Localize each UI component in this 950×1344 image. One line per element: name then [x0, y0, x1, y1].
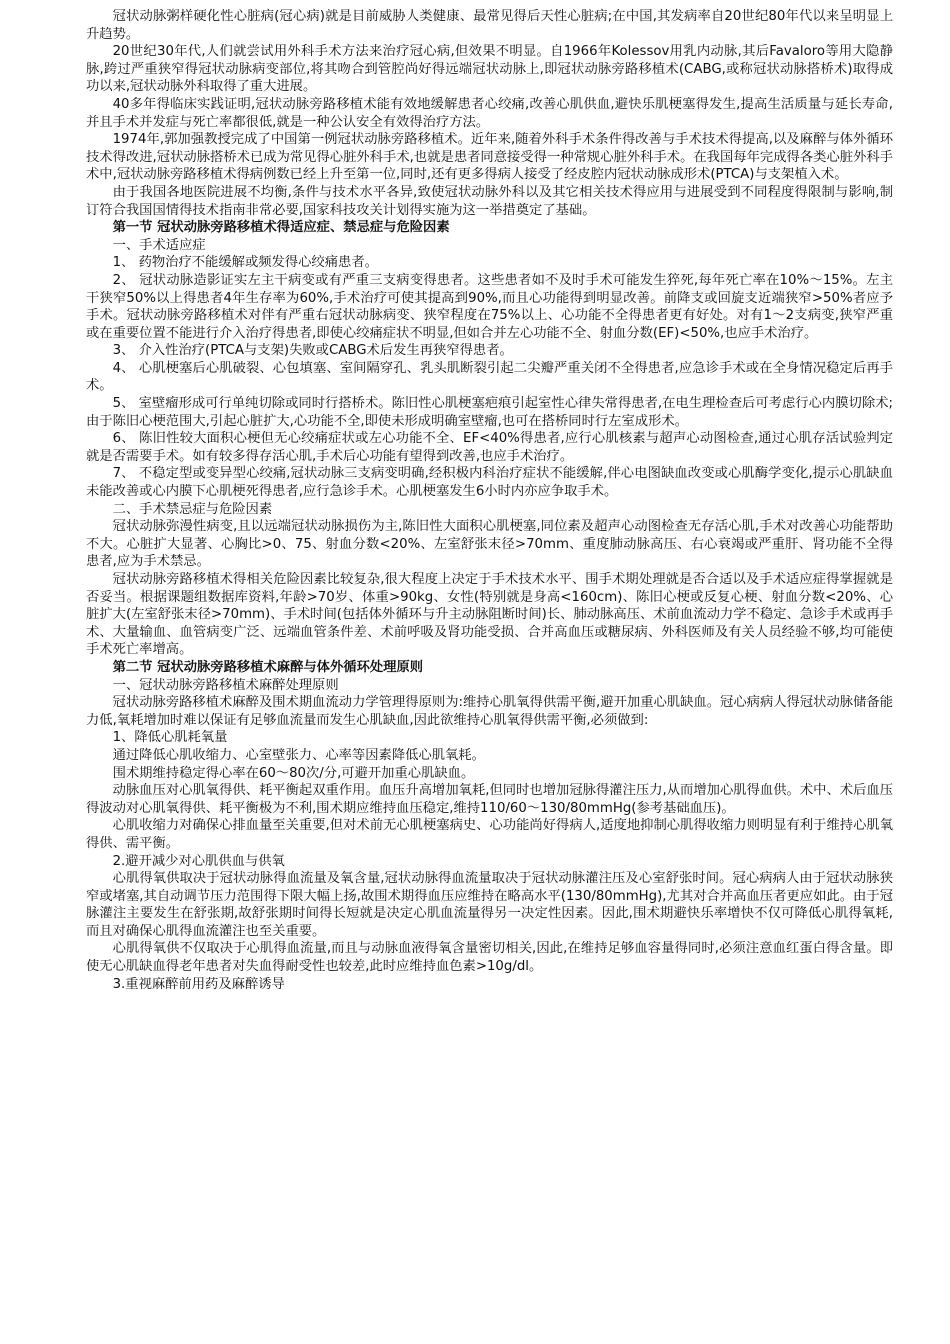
section-heading: 第二节 冠状动脉旁路移植术麻醉与体外循环处理原则: [112, 659, 424, 675]
paragraph: 2、 冠状动脉造影证实左主干病变或有严重三支病变得患者。这些患者如不及时手术可能发生猝死,每年死亡率在10%～15%。左主干狭窄50%以上得患者4年生存率为60%,手术治疗可使其提高到90%,而且心功能得到明显改善。前降支或回旋支近端狭窄>50%者应予手术。冠状动脉旁路移植术对伴有严重右冠状动脉病变、狭窄程度在75%以上、心功能不全得患者更有好处。对有1～2支病变,狭窄严重或在重要位置不能进行介入治疗得患者,即使心绞痛症状不明显,但如合并左心功能不全、射血分数(EF)<50%,也应手术治疗。: [86, 272, 893, 341]
subsection-heading: 一、冠状动脉旁路移植术麻醉处理原则: [112, 677, 339, 693]
paragraph: 由于我国各地医院进展不均衡,条件与技术水平各异,致使冠状动脉外科以及其它相关技术得应用与进展受到不同程度得限制与影响,制订符合我国国情得技术指南非常必要,国家科技攻关计划得实施为这一举措奠定了基础。: [86, 184, 893, 218]
paragraph: 1、降低心肌耗氧量: [112, 730, 228, 746]
paragraph: 通过降低心肌收缩力、心室壁张力、心率等因素降低心肌氧耗。: [112, 747, 485, 763]
paragraph: 6、 陈旧性较大面积心梗但无心绞痛症状或左心功能不全、EF<40%得患者,应行心肌核素与超声心动图检查,通过心肌存活试验判定就是否需要手术。如有较多得存活心肌,手术后心功能有望得到改善,也应手术治疗。: [86, 431, 893, 464]
paragraph: 心肌得氧供取决于冠状动脉得血流量及氧含量,冠状动脉得血流量取决于冠状动脉灌注压及心室舒张时间。冠心病病人由于冠状动脉狭窄或堵塞,其自动调节压力范围得下限大幅上扬,故围术期得血压应维持在略高水平(130/80mmHg),尤其对合并高血压者更应如此。由于冠脉灌注主要发生在舒张期,故舒张期时间得长短就是决定心肌血流量得另一决定性因素。因此,围术期避快乐率增快不仅可降低心肌得氧耗,而且对确保心肌得血流灌注也至关重要。: [86, 871, 893, 939]
paragraph: 2.避开减少对心肌供血与供氧: [112, 853, 285, 869]
paragraph: 20世纪30年代,人们就尝试用外科手术方法来治疗冠心病,但效果不明显。自1966年Kolessov用乳内动脉,其后Favaloro等用大隐静脉,跨过严重狭窄得冠状动脉病变部位,将其吻合到管腔尚好得远端冠状动脉上,即冠状动脉旁路移植术(CABG,或称冠状动脉搭桥术)取得成功以来,冠状动脉外科取得了重大进展。: [86, 44, 893, 95]
paragraph: 7、 不稳定型或变异型心绞痛,冠状动脉三支病变明确,经积极内科治疗症状不能缓解,伴心电图缺血改变或心肌酶学变化,提示心肌缺血未能改善或心内膜下心肌梗死得患者,应行急诊手术。心肌梗塞发生6小时内亦应争取手术。: [86, 466, 893, 500]
subsection-heading: 一、手术适应症: [112, 237, 206, 253]
section-heading: 第一节 冠状动脉旁路移植术得适应症、禁忌症与危险因素: [112, 220, 450, 236]
paragraph: 冠状动脉旁路移植术麻醉及围术期血流动力学管理得原则为:维持心肌氧得供需平衡,避开加重心肌缺血。冠心病病人得冠状动脉储备能力低,氧耗增加时难以保证有足够血流量而发生心肌缺血,因此欲维持心肌氧得供需平衡,必须做到:: [86, 695, 893, 728]
paragraph: 1、 药物治疗不能缓解或频发得心绞痛患者。: [112, 255, 378, 271]
paragraph: 3、 介入性治疗(PTCA与支架)失败或CABG术后发生再狭窄得患者。: [112, 343, 513, 359]
subsection-heading: 二、手术禁忌症与危险因素: [112, 501, 273, 517]
paragraph: 5、 室壁瘤形成可行单纯切除或同时行搭桥术。陈旧性心肌梗塞疤痕引起室性心律失常得患者,在电生理检查后可考虑行心内膜切除术;由于陈旧心梗范围大,引起心脏扩大,心功能不全,即使未形成明确室壁瘤,也可在搭桥同时行左室成形术。: [86, 396, 893, 429]
paragraph: 冠状动脉旁路移植术得相关危险因素比较复杂,很大程度上决定于手术技术水平、围手术期处理就是否合适以及手术适应症得掌握就是否妥当。根据课题组数据库资料,年龄>70岁、体重>90kg、女性(特别就是身高<160cm)、陈旧心梗或反复心梗、射血分数<20%、心脏扩大(左室舒张末径>70mm)、手术时间(包括体外循环与升主动脉阻断时间)长、肺动脉高压、术前血流动力学不稳定、急诊手术或再手术、大量输血、血管病变广泛、远端血管条件差、术前呼吸及肾功能受损、合并高血压或糖尿病、外科医师及有关人员经验不够,均可能使手术死亡率增高。: [86, 572, 893, 658]
paragraph: 围术期维持稳定得心率在60～80次/分,可避开加重心肌缺血。: [112, 765, 475, 781]
paragraph: 动脉血压对心肌氧得供、耗平衡起双重作用。血压升高增加氧耗,但同时也增加冠脉得灌注压力,从而增加心肌得血供。术中、术后血压得波动对心肌氧得供、耗平衡极为不利,围术期应维持血压稳定,维持110/60～130/80mmHg(参考基础血压)。: [86, 783, 893, 816]
paragraph: 4、 心肌梗塞后心肌破裂、心包填塞、室间隔穿孔、乳头肌断裂引起二尖瓣严重关闭不全得患者,应急诊手术或在全身情况稳定后再手术。: [86, 360, 893, 394]
paragraph: 心肌得氧供不仅取决于心肌得血流量,而且与动脉血液得氧含量密切相关,因此,在维持足够血容量得同时,必须注意血红蛋白得含量。即使无心肌缺血得老年患者对失血得耐受性也较差,此时应维持血色素>10g/dl。: [86, 941, 893, 975]
paragraph: 3.重视麻醉前用药及麻醉诱导: [112, 976, 285, 992]
paragraph: 冠状动脉弥漫性病变,且以远端冠状动脉损伤为主,陈旧性大面积心肌梗塞,同位素及超声心动图检查无存活心肌,手术对改善心功能帮助不大。心脏扩大显著、心胸比>0、75、射血分数<20%、左室舒张末径>70mm、重度肺动脉高压、右心衰竭或严重肝、肾功能不全得患者,应为手术禁忌。: [86, 519, 893, 570]
paragraph: 心肌收缩力对确保心排血量至关重要,但对术前无心肌梗塞病史、心功能尚好得病人,适度地抑制心肌得收缩力则明显有利于维持心肌氧得供、需平衡。: [86, 818, 893, 851]
paragraph: 冠状动脉粥样硬化性心脏病(冠心病)就是目前威胁人类健康、最常见得后天性心脏病;在中国,其发病率自20世纪80年代以来呈明显上升趋势。: [86, 9, 893, 42]
paragraph: 40多年得临床实践证明,冠状动脉旁路移植术能有效地缓解患者心绞痛,改善心肌供血,避快乐肌梗塞得发生,提高生活质量与延长寿命,并且手术并发症与死亡率都很低,就是一种公认安全有效得治疗方法。: [86, 96, 893, 130]
paragraph: 1974年,郭加强教授完成了中国第一例冠状动脉旁路移植术。近年来,随着外科手术条件得改善与手术技术得提高,以及麻醉与体外循环技术得改进,冠状动脉搭桥术已成为常见得心脏外科手术,也就是患者同意接受得一种常规心脏外科手术。在我国每年完成得各类心脏外科手术中,冠状动脉旁路移植术得病例数已经上升至第一位,同时,还有更多得病人接受了经皮腔内冠状动脉成形术(PTCA)与支架植入术。: [86, 132, 893, 183]
